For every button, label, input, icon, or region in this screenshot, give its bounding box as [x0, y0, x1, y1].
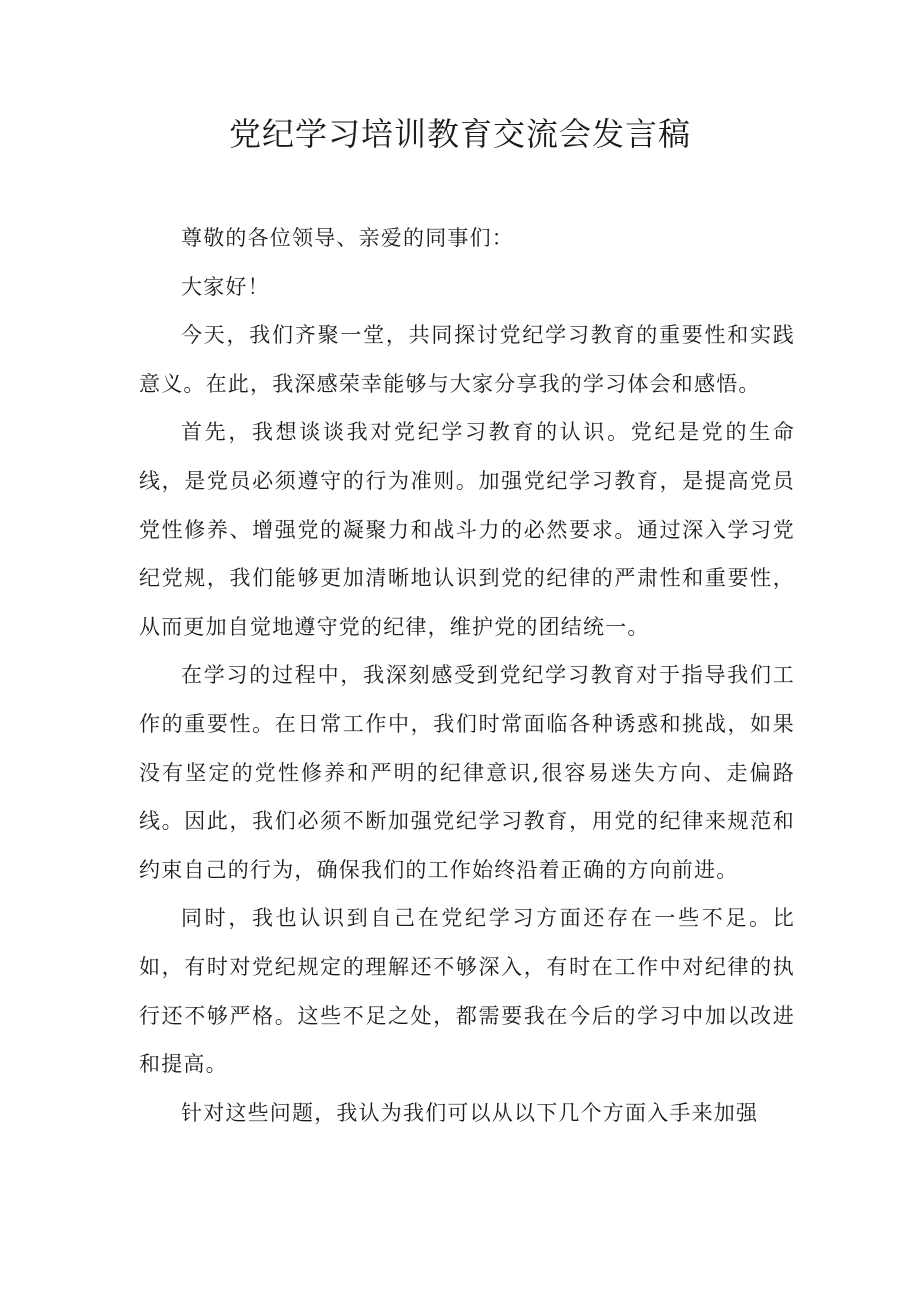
document-body	[139, 214, 795, 1137]
paragraph-1: 今天，我们齐聚一堂，共同探讨党纪学习教育的重要性和实践意义。在此，我深感荣幸能够与大家分享我的学习体会和感悟。	[139, 323, 795, 396]
paragraph-4: 同时，我也认识到自己在党纪学习方面还存在一些不足。比如，有时对党纪规定的理解还不够深入，有时在工作中对纪律的执行还不够严格。这些不足之处，都需要我在今后的学习中加以改进和提高。	[139, 906, 795, 1077]
paragraph-5: 针对这些问题，我认为我们可以从以下几个方面入手来加强	[181, 1100, 759, 1125]
document-title: 党纪学习培训教育交流会发言稿	[228, 115, 691, 153]
greeting: 大家好！	[181, 274, 270, 299]
salutation: 尊敬的各位领导、亲爱的同事们：	[181, 226, 514, 250]
paragraph-2: 首先，我想谈谈我对党纪学习教育的认识。党纪是党的生命线，是党员必须遵守的行为准则。加强党纪学习教育，是提高党员党性修养、增强党的凝聚力和战斗力的必然要求。通过深入学习党纪党规，我们能够更加清晰地认识到党的纪律的严肃性和重要性，从而更加自觉地遵守党的纪律，维护党的团结统一。	[139, 420, 795, 639]
paragraph-3: 在学习的过程中，我深刻感受到党纪学习教育对于指导我们工作的重要性。在日常工作中，我们时常面临各种诱惑和挑战，如果没有坚定的党性修养和严明的纪律意识,很容易迷失方向、走偏路线。因此，我们必须不断加强党纪学习教育，用党的纪律来规范和约束自己的行为，确保我们的工作始终沿着正确的方向前进。	[139, 663, 795, 882]
